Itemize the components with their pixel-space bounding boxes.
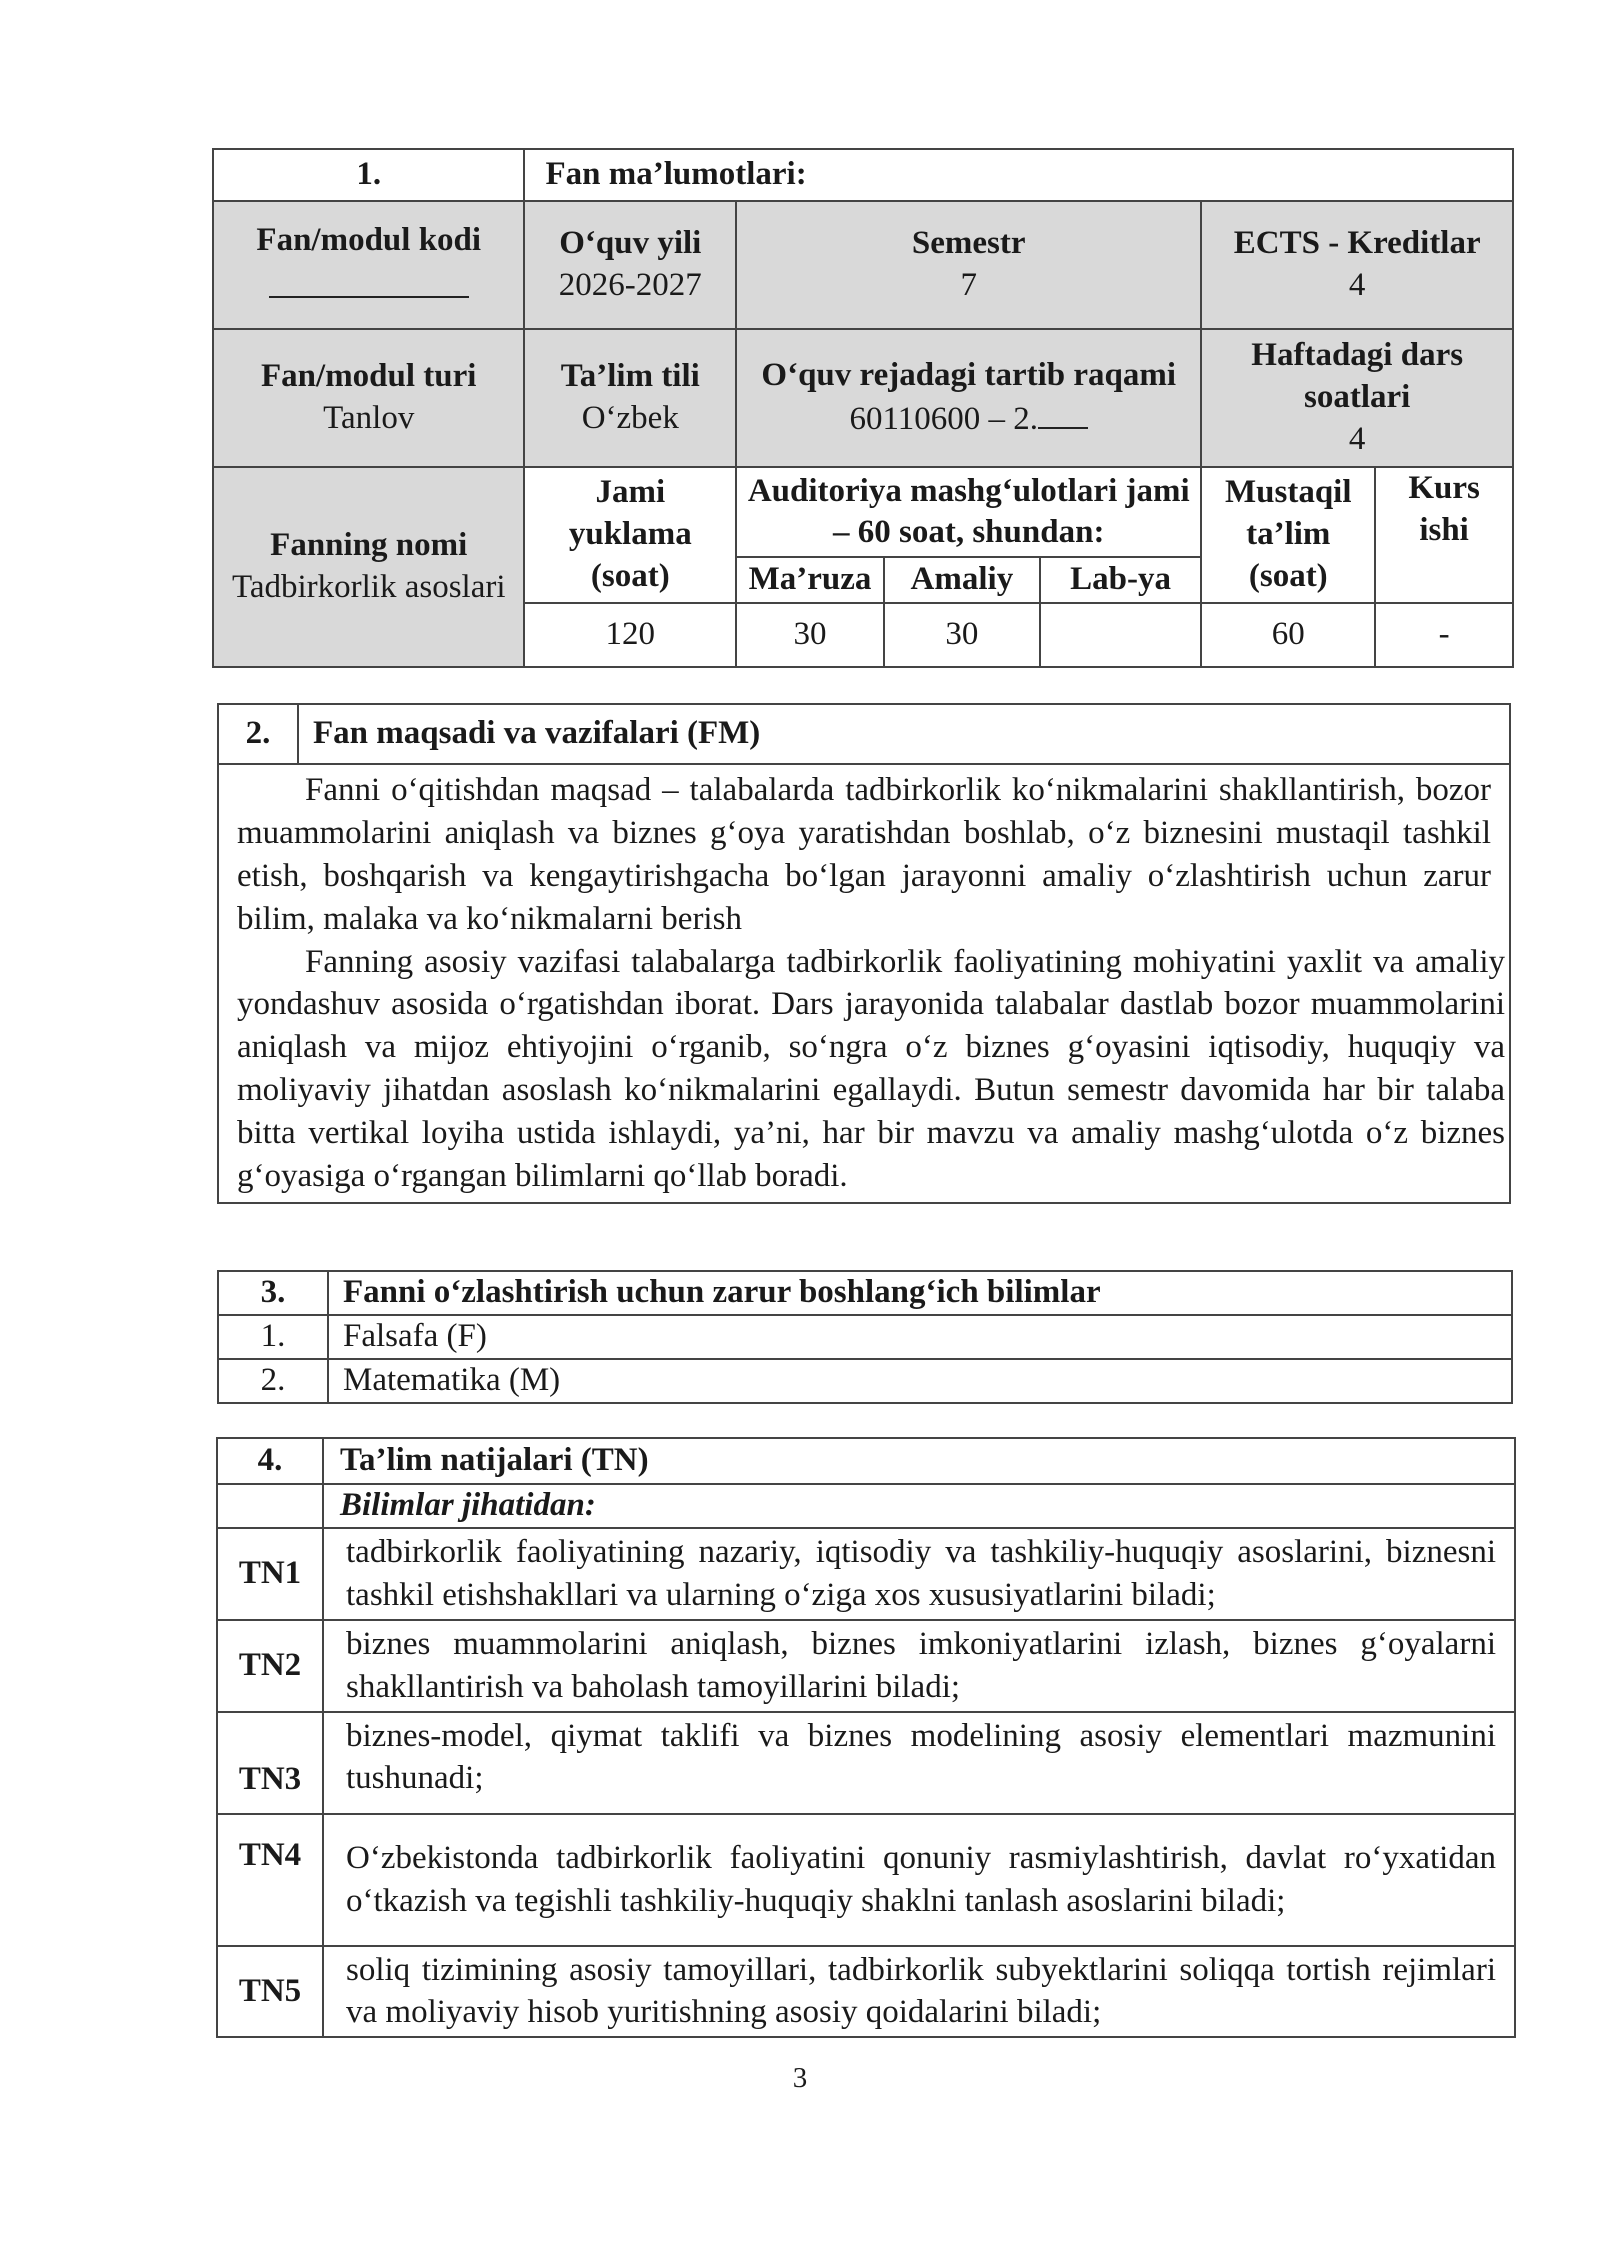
total-load-label: Jami yuklama (soat) — [524, 467, 736, 603]
lab-label: Lab-ya — [1040, 557, 1202, 603]
subject-name-cell — [213, 467, 524, 667]
outcome-code: TN4 — [217, 1814, 323, 1946]
outcome-row — [217, 1528, 1515, 1620]
weekly-hours-cell — [1201, 329, 1513, 467]
lecture-value: 30 — [736, 603, 884, 667]
list-item — [218, 1315, 1512, 1359]
course-work-label: Kurs ishi — [1375, 467, 1513, 603]
outcome-text: soliq tizimining asosiy tamoyillari, tadbirkorlik subyektlarini soliqqa tortish rejimlari va moliyaviy hisob yuritishning asosiy qoidalarini biladi; — [323, 1946, 1515, 2038]
section-number: 4. — [217, 1438, 323, 1484]
prerequisites-table — [217, 1270, 1513, 1404]
practice-label: Amaliy — [884, 557, 1040, 603]
outcome-row — [217, 1620, 1515, 1712]
academic-year-label: O‘quv yili — [559, 225, 702, 262]
module-code-blank — [222, 262, 515, 310]
section-title: Ta’lim natijalari (TN) — [323, 1438, 1515, 1484]
order-number-cell — [736, 329, 1201, 467]
list-item — [218, 1359, 1512, 1403]
tasks-paragraph: Fanning asosiy vazifasi talabalarga tadbirkorlik faoliyatining mohiyatini yaxlit va amaliy yondashuv asosida o‘rgatishdan iborat. Dars jarayonida talabalar dastlab bozor muammolarini aniqlash va mijoz ehtiyojini o‘rganib, so‘ngra o‘z biznes g‘oyasini iqtisodiy, huquqiy va moliyaviy jihatdan asoslash ko‘nikmalarini egallaydi. Butun semestr davomida har bir talaba bitta vertikal loyiha ustida ishlaydi, ya’ni, har bir mavzu va amaliy mashg‘ulotda o‘z biznes g‘oyasiga o‘rgangan bilimlarni qo‘llab boradi. — [237, 943, 1505, 1195]
outcome-row — [217, 1814, 1515, 1946]
outcome-text: biznes muammolarini aniqlash, biznes imkoniyatlarini izlash, biznes g‘oyalarni shakllantirish va baholash tamoyillarini biladi; — [323, 1620, 1515, 1712]
weekly-hours-label: Haftadagi dars soatlari — [1251, 337, 1464, 416]
item-number: 2. — [218, 1359, 328, 1403]
module-code-cell — [213, 201, 524, 329]
outcome-row — [217, 1712, 1515, 1814]
independent-study-label: Mustaqil ta’lim (soat) — [1201, 467, 1375, 603]
module-type-cell — [213, 329, 524, 467]
goals-text-cell — [218, 764, 1510, 1203]
lecture-label: Ma’ruza — [736, 557, 884, 603]
subject-name-value: Tadbirkorlik asoslari — [231, 569, 506, 605]
outcome-code: TN3 — [217, 1712, 323, 1814]
outcome-row — [217, 1946, 1515, 2038]
module-type-label: Fan/modul turi — [261, 358, 477, 395]
subheading: Bilimlar jihatidan: — [323, 1484, 1515, 1528]
language-label: Ta’lim tili — [560, 358, 700, 395]
course-work-value: - — [1375, 603, 1513, 667]
academic-year-cell — [524, 201, 736, 329]
order-number-value: 60110600 – 2. — [745, 397, 1192, 441]
language-cell — [524, 329, 736, 467]
outcome-text: biznes-model, qiymat taklifi va biznes modelining asosiy elementlari mazmunini tushunadi; — [323, 1712, 1515, 1814]
order-number-label: O‘quv rejadagi tartib raqami — [761, 357, 1177, 394]
ects-cell — [1201, 201, 1513, 329]
module-type-value: Tanlov — [323, 400, 415, 436]
subject-name-label: Fanning nomi — [270, 527, 468, 564]
item-text: Falsafa (F) — [328, 1315, 1512, 1359]
section-number: 1. — [213, 149, 524, 201]
subject-info-table — [212, 148, 1514, 668]
outcome-text: tadbirkorlik faoliyatining nazariy, iqtisodiy va tashkiliy-huquqiy asoslarini, biznesni tashkil etishshakllari va ularning o‘ziga xos xususiyatlarini biladi; — [323, 1528, 1515, 1620]
item-text: Matematika (M) — [328, 1359, 1512, 1403]
module-code-label: Fan/modul kodi — [256, 222, 482, 259]
ects-value: 4 — [1348, 267, 1366, 303]
section-title: Fan ma’lumotlari: — [524, 149, 1513, 201]
outcome-code: TN1 — [217, 1528, 323, 1620]
auditorium-label: Auditoriya mashg‘ulotlari jami – 60 soat, shundan: — [736, 467, 1201, 557]
lab-value — [1040, 603, 1202, 667]
goals-table — [217, 703, 1511, 1204]
page-number: 3 — [792, 2062, 808, 2094]
outcome-text: O‘zbekistonda tadbirkorlik faoliyatini qonuniy rasmiylashtirish, davlat ro‘yxatidan o‘tkazish va tegishli tashkiliy-huquqiy shaklni tanlash asoslarini biladi; — [323, 1814, 1515, 1946]
academic-year-value: 2026-2027 — [558, 267, 702, 303]
practice-value: 30 — [884, 603, 1040, 667]
item-number: 1. — [218, 1315, 328, 1359]
ects-label: ECTS - Kreditlar — [1233, 225, 1481, 262]
semester-cell — [736, 201, 1201, 329]
total-load-value: 120 — [524, 603, 736, 667]
semester-label: Semestr — [911, 225, 1026, 262]
section-number: 3. — [218, 1271, 328, 1315]
goal-paragraph: Fanni o‘qitishdan maqsad – talabalarda tadbirkorlik ko‘nikmalarini shakllantirish, bozor muammolarini aniqlash va biznes g‘oya yaratishdan boshlab, o‘z biznesini mustaqil tashkil etish, boshqarish va kengaytirishgacha bo‘lgan jarayonni amaliy o‘zlashtirish uchun zarur bilim, malaka va ko‘nikmalarni berish — [237, 772, 1491, 937]
section-title: Fan maqsadi va vazifalari (FM) — [298, 704, 1510, 764]
section-title: Fanni o‘zlashtirish uchun zarur boshlang‘ich bilimlar — [328, 1271, 1512, 1315]
independent-study-value: 60 — [1201, 603, 1375, 667]
semester-value: 7 — [960, 267, 977, 303]
weekly-hours-value: 4 — [1348, 420, 1366, 457]
section-number: 2. — [218, 704, 298, 764]
outcome-code: TN2 — [217, 1620, 323, 1712]
language-value: O‘zbek — [581, 400, 679, 436]
outcome-code: TN5 — [217, 1946, 323, 2038]
learning-outcomes-table — [216, 1437, 1516, 2038]
